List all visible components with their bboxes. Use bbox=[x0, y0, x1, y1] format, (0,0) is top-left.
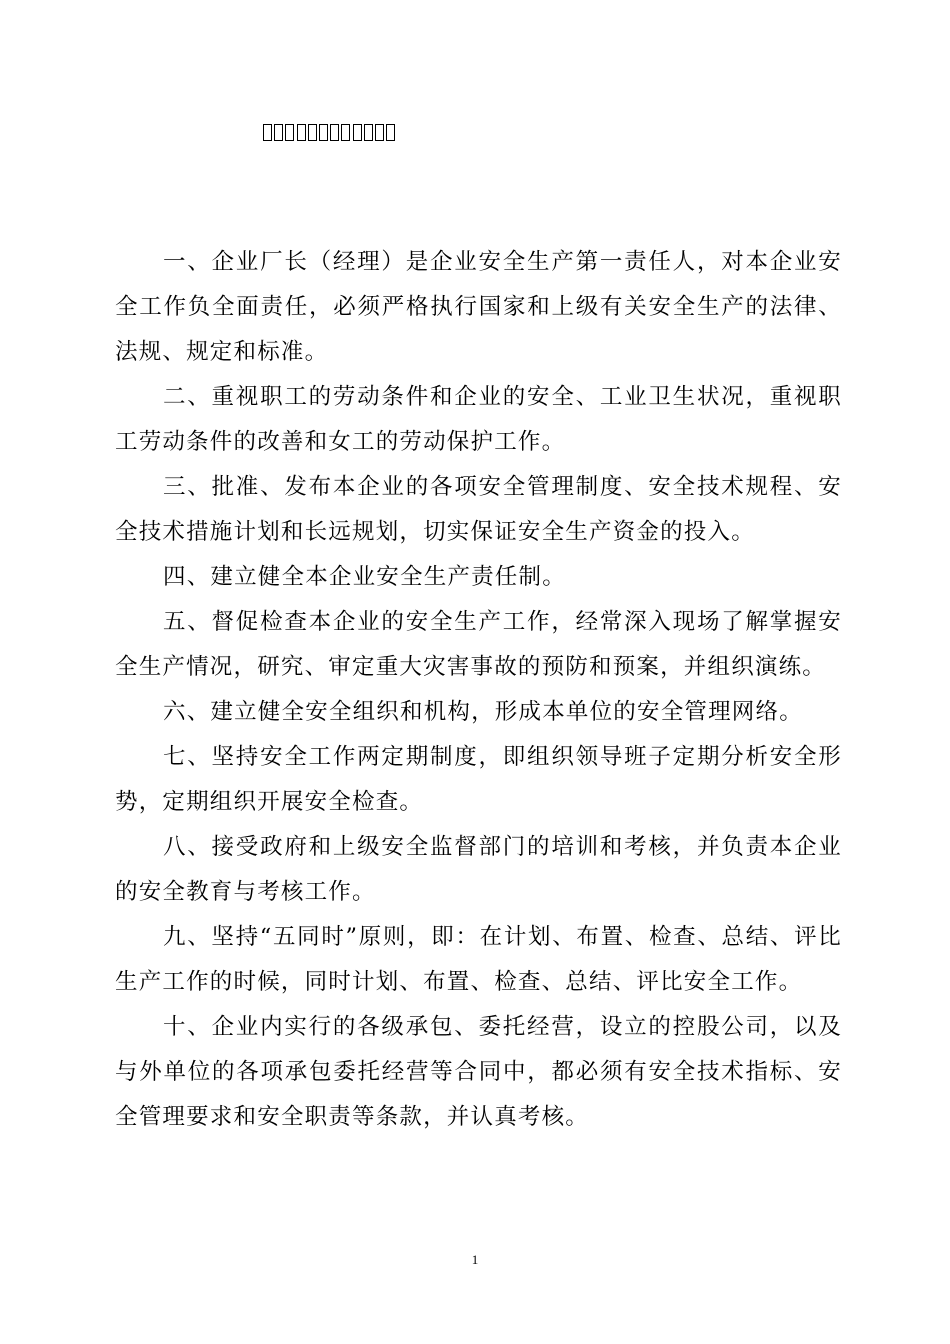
page-title bbox=[263, 115, 397, 149]
paragraph-2: 二、重视职工的劳动条件和企业的安全、工业卫生状况，重视职工劳动条件的改善和女工的劳动保护工作。 bbox=[115, 384, 842, 455]
paragraph-3: 三、批准、发布本企业的各项安全管理制度、安全技术规程、安全技术措施计划和长远规划，切实保证安全生产资金的投入。 bbox=[115, 474, 842, 545]
paragraph-4: 四、建立健全本企业安全生产责任制。 bbox=[163, 564, 566, 590]
paragraph-9: 九、坚持“五同时”原则，即：在计划、布置、检查、总结、评比生产工作的时候，同时计划、布置、检查、总结、评比安全工作。 bbox=[115, 924, 842, 995]
paragraph-10: 十、企业内实行的各级承包、委托经营，设立的控股公司，以及与外单位的各项承包委托经营等合同中，都必须有安全技术指标、安全管理要求和安全职责等条款，并认真考核。 bbox=[115, 1014, 842, 1130]
paragraph-7: 七、坚持安全工作两定期制度，即组织领导班子定期分析安全形势，定期组织开展安全检查。 bbox=[115, 744, 842, 815]
paragraph-6: 六、建立健全安全组织和机构，形成本单位的安全管理网络。 bbox=[163, 699, 803, 725]
document-body bbox=[115, 240, 842, 1140]
page-number: 1 bbox=[471, 1252, 479, 1267]
paragraph-8: 八、接受政府和上级安全监督部门的培训和考核，并负责本企业的安全教育与考核工作。 bbox=[115, 834, 842, 905]
paragraph-1: 一、企业厂长（经理）是企业安全生产第一责任人，对本企业安全工作负全面责任，必须严格执行国家和上级有关安全生产的法律、法规、规定和标准。 bbox=[115, 249, 842, 365]
paragraph-5: 五、督促检查本企业的安全生产工作，经常深入现场了解掌握安全生产情况，研究、审定重大灾害事故的预防和预案，并组织演练。 bbox=[115, 609, 842, 680]
